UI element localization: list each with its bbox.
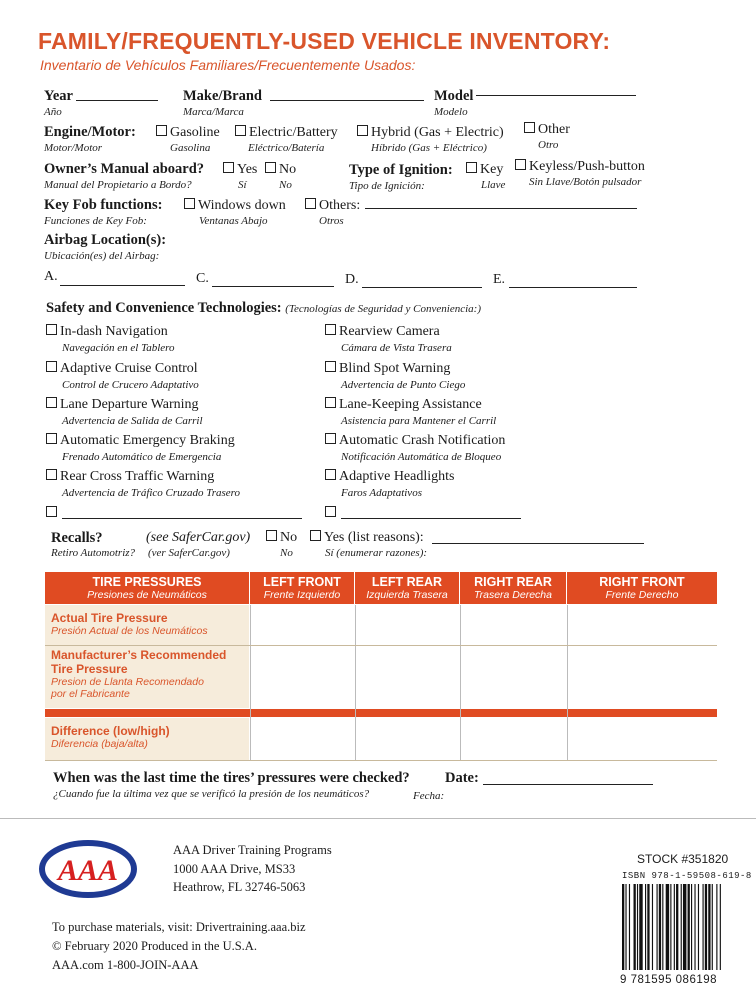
barcode-bar: [705, 884, 707, 970]
tire-row-actual-label: Actual Tire Pressure Presión Actual de los Neumáticos: [45, 605, 249, 645]
safety-option-right-1[interactable]: Blind Spot Warning: [325, 361, 450, 377]
safety-label: Safety and Convenience Technologies: (Tecnologías de Seguridad y Conveniencia:): [46, 300, 481, 316]
airbag-a-label: A.: [44, 269, 58, 284]
airbag-d-label: D.: [345, 272, 359, 287]
barcode-bar: [683, 884, 686, 970]
airbag-e-label: E.: [493, 272, 506, 287]
make-label: Make/Brand: [183, 88, 262, 104]
checkbox[interactable]: [325, 469, 336, 480]
barcode-bar: [708, 884, 710, 970]
page-title: FAMILY/FREQUENTLY-USED VEHICLE INVENTORY:: [38, 28, 611, 54]
safety-extra-field-left[interactable]: [62, 518, 302, 519]
checkbox[interactable]: [515, 159, 526, 170]
barcode-bar: [703, 884, 704, 970]
checkbox[interactable]: [265, 162, 276, 173]
tire-row-recommended-label: Manufacturer’s Recommended Tire Pressure Presion de Llanta Recomendado por el Fabricante: [45, 646, 249, 708]
model-sub: Modelo: [434, 106, 468, 118]
barcode-bar: [666, 884, 669, 970]
checkbox[interactable]: [524, 122, 535, 133]
tire-difference-inputs[interactable]: [251, 718, 717, 760]
checkbox[interactable]: [46, 324, 57, 335]
engine-other-sub: Otro: [538, 139, 559, 151]
keyfob-others-sub: Otros: [319, 215, 344, 227]
model-field[interactable]: [476, 95, 636, 96]
safety-option-left-4[interactable]: Rear Cross Traffic Warning: [46, 469, 214, 485]
checkbox[interactable]: [46, 397, 57, 408]
safety-option-left-1[interactable]: Adaptive Cruise Control: [46, 361, 198, 377]
barcode-bar: [662, 884, 663, 970]
safety-option-right-2[interactable]: Lane-Keeping Assistance: [325, 397, 482, 413]
footer-divider: [0, 818, 756, 819]
engine-sub: Motor/Motor: [44, 142, 103, 154]
airbag-sub: Ubicación(es) del Airbag:: [44, 250, 160, 262]
barcode-bar: [676, 884, 678, 970]
checkbox[interactable]: [46, 433, 57, 444]
year-label: Year: [44, 88, 73, 104]
checkbox[interactable]: [325, 397, 336, 408]
ignition-sub: Tipo de Ignición:: [349, 180, 425, 192]
safety-sub: (Tecnologías de Seguridad y Conveniencia:): [285, 303, 481, 315]
barcode-bar: [712, 884, 713, 970]
make-sub: Marca/Marca: [183, 106, 244, 118]
engine-hybrid-option[interactable]: Hybrid (Gas + Electric): [357, 125, 504, 141]
recalls-label: Recalls?: [51, 530, 103, 546]
tire-table-divider: [45, 709, 717, 717]
keyfob-sub: Funciones de Key Fob:: [44, 215, 147, 227]
checkbox[interactable]: [310, 530, 321, 541]
airbag-label: Airbag Location(s):: [44, 232, 167, 248]
safety-option-left-3[interactable]: Automatic Emergency Braking: [46, 433, 235, 449]
safety-option-right-3[interactable]: Automatic Crash Notification: [325, 433, 505, 449]
checkbox[interactable]: [235, 125, 246, 136]
manual-yes-option[interactable]: Yes: [223, 162, 257, 178]
tire-actual-inputs[interactable]: [251, 606, 717, 645]
manual-label: Owner’s Manual aboard?: [44, 161, 205, 177]
ignition-keyless-option[interactable]: Keyless/Push-button: [515, 159, 645, 175]
airbag-a-field[interactable]: [60, 285, 185, 286]
barcode-bar: [639, 884, 642, 970]
checkbox[interactable]: [46, 361, 57, 372]
tire-pressure-table: [45, 572, 717, 760]
barcode-bar: [659, 884, 661, 970]
footer-contact: AAA.com 1-800-JOIN-AAA: [52, 958, 199, 972]
keyfob-label: Key Fob functions:: [44, 197, 163, 213]
aaa-logo: [38, 838, 138, 900]
last-check-date-field[interactable]: [483, 784, 653, 785]
safety-option-sub: Asistencia para Mantener el Carril: [341, 415, 497, 427]
checkbox[interactable]: [325, 506, 336, 517]
safety-option-sub: Faros Adaptativos: [341, 487, 422, 499]
manual-sub: Manual del Propietario a Bordo?: [44, 179, 192, 191]
barcode-bar: [634, 884, 636, 970]
checkbox[interactable]: [156, 125, 167, 136]
keyfob-windows-option[interactable]: Windows down: [184, 198, 286, 214]
keyfob-others-field[interactable]: [365, 208, 637, 209]
footer-org-line1: AAA Driver Training Programs: [173, 843, 332, 857]
engine-gasoline-sub: Gasolina: [170, 142, 211, 154]
checkbox[interactable]: [46, 506, 57, 517]
safety-option-sub: Frenado Automático de Emergencia: [62, 451, 222, 463]
year-field[interactable]: [76, 100, 158, 101]
checkbox[interactable]: [325, 324, 336, 335]
page-subtitle: Inventario de Vehículos Familiares/Frecuentemente Usados:: [40, 57, 416, 73]
barcode-bar: [691, 884, 692, 970]
safety-option-sub: Advertencia de Punto Ciego: [341, 379, 466, 391]
make-field[interactable]: [270, 100, 424, 101]
airbag-d-field[interactable]: [362, 287, 482, 288]
airbag-e-field[interactable]: [509, 287, 637, 288]
barcode: [620, 884, 748, 970]
engine-other-option[interactable]: Other: [524, 122, 570, 138]
safety-option-right-4[interactable]: Adaptive Headlights: [325, 469, 454, 485]
barcode-bar: [645, 884, 646, 970]
safety-option-sub: Notificación Automática de Bloqueo: [341, 451, 502, 463]
manual-no-option[interactable]: No: [265, 162, 296, 178]
last-check-question-sub: ¿Cuando fue la última vez que se verificó la presión de los neumáticos?: [53, 788, 370, 800]
safety-option-right-0[interactable]: Rearview Camera: [325, 324, 440, 340]
barcode-bar: [694, 884, 695, 970]
tire-header-right-front: RIGHT FRONT Frente Derecho: [567, 572, 717, 604]
last-check-date-sub: Fecha:: [413, 790, 445, 802]
checkbox[interactable]: [357, 125, 368, 136]
recalls-no-option[interactable]: No: [266, 530, 297, 546]
stock-number: STOCK #351820: [637, 852, 729, 866]
recalls-no-sub: No: [280, 547, 293, 559]
safety-option-sub: Navegación en el Tablero: [62, 342, 175, 354]
engine-electric-sub: Eléctrico/Batería: [248, 142, 325, 154]
last-check-date-label: Date:: [445, 770, 479, 786]
barcode-number: 9 781595 086198: [620, 974, 718, 986]
tire-header-label: TIRE PRESSURES Presiones de Neumáticos: [45, 572, 249, 604]
ignition-keyless-sub: Sin Llave/Botón pulsador: [529, 176, 642, 188]
safety-option-left-2[interactable]: Lane Departure Warning: [46, 397, 199, 413]
keyfob-windows-sub: Ventanas Abajo: [199, 215, 268, 227]
safety-option-sub: Control de Crucero Adaptativo: [62, 379, 199, 391]
barcode-bar: [637, 884, 638, 970]
year-sub: Año: [44, 106, 62, 118]
engine-electric-option[interactable]: Electric/Battery: [235, 125, 338, 141]
barcode-bar: [622, 884, 624, 970]
checkbox[interactable]: [325, 433, 336, 444]
safety-extra-option[interactable]: [46, 506, 60, 522]
barcode-bar: [629, 884, 630, 970]
barcode-bar: [681, 884, 682, 970]
checkbox[interactable]: [466, 162, 477, 173]
recalls-reasons-field[interactable]: [432, 543, 644, 544]
manual-no-sub: No: [279, 179, 292, 191]
barcode-bar: [674, 884, 675, 970]
airbag-c-label: C.: [196, 271, 209, 286]
tire-recommended-inputs[interactable]: [251, 646, 717, 708]
engine-label: Engine/Motor:: [44, 124, 136, 140]
barcode-bar: [652, 884, 653, 970]
recalls-sub: Retiro Automotriz?: [51, 547, 136, 559]
ignition-label: Type of Ignition:: [349, 162, 453, 178]
barcode-bar: [698, 884, 699, 970]
safety-option-sub: Advertencia de Tráfico Cruzado Trasero: [62, 487, 241, 499]
tire-header-left-front: LEFT FRONT Frente Izquierdo: [250, 572, 354, 604]
recalls-yes-sub: Sí (enumerar razones):: [325, 547, 428, 559]
ignition-key-sub: Llave: [481, 179, 506, 191]
tire-row-difference-label: Difference (low/high) Diferencia (baja/alta): [45, 718, 249, 760]
checkbox[interactable]: [325, 361, 336, 372]
checkbox[interactable]: [46, 469, 57, 480]
engine-gasoline-option[interactable]: Gasoline: [156, 125, 220, 141]
safety-option-left-0[interactable]: In-dash Navigation: [46, 324, 168, 340]
barcode-bar: [647, 884, 649, 970]
isbn-text: ISBN 978-1-59508-619-8: [622, 871, 752, 881]
tire-header-left-rear: LEFT REAR Izquierda Trasera: [355, 572, 459, 604]
safety-extra-option-right[interactable]: [325, 506, 339, 522]
engine-hybrid-sub: Híbrido (Gas + Eléctrico): [371, 142, 487, 154]
safety-option-sub: Cámara de Vista Trasera: [341, 342, 452, 354]
footer-org-line3: Heathrow, FL 32746-5063: [173, 880, 306, 894]
safety-option-sub: Advertencia de Salida de Carril: [62, 415, 203, 427]
keyfob-others-option[interactable]: Others:: [305, 198, 360, 214]
barcode-bar: [688, 884, 690, 970]
checkbox[interactable]: [223, 162, 234, 173]
barcode-bar: [720, 884, 721, 970]
footer-purchase: To purchase materials, visit: Drivertraining.aaa.biz: [52, 920, 306, 934]
ignition-key-option[interactable]: Key: [466, 162, 503, 178]
footer-copyright: © February 2020 Produced in the U.S.A.: [52, 939, 257, 953]
airbag-c-field[interactable]: [212, 286, 334, 287]
barcode-bar: [670, 884, 671, 970]
barcode-bar: [657, 884, 658, 970]
checkbox[interactable]: [305, 198, 316, 209]
checkbox[interactable]: [184, 198, 195, 209]
manual-yes-sub: Sí: [238, 179, 247, 191]
recalls-see-link[interactable]: (see SaferCar.gov): [146, 530, 251, 545]
recalls-see-sub: (ver SaferCar.gov): [148, 547, 230, 559]
tire-row-divider: [45, 760, 717, 761]
footer-org-line2: 1000 AAA Drive, MS33: [173, 862, 296, 876]
recalls-yes-option[interactable]: Yes (list reasons):: [310, 530, 424, 546]
last-check-question: When was the last time the tires’ pressures were checked?: [53, 770, 410, 786]
tire-header-right-rear: RIGHT REAR Trasera Derecha: [460, 572, 566, 604]
safety-extra-field-right[interactable]: [341, 518, 521, 519]
barcode-bar: [625, 884, 626, 970]
checkbox[interactable]: [266, 530, 277, 541]
model-label: Model: [434, 88, 474, 104]
barcode-bar: [716, 884, 717, 970]
svg-text:AAA: AAA: [57, 854, 119, 887]
